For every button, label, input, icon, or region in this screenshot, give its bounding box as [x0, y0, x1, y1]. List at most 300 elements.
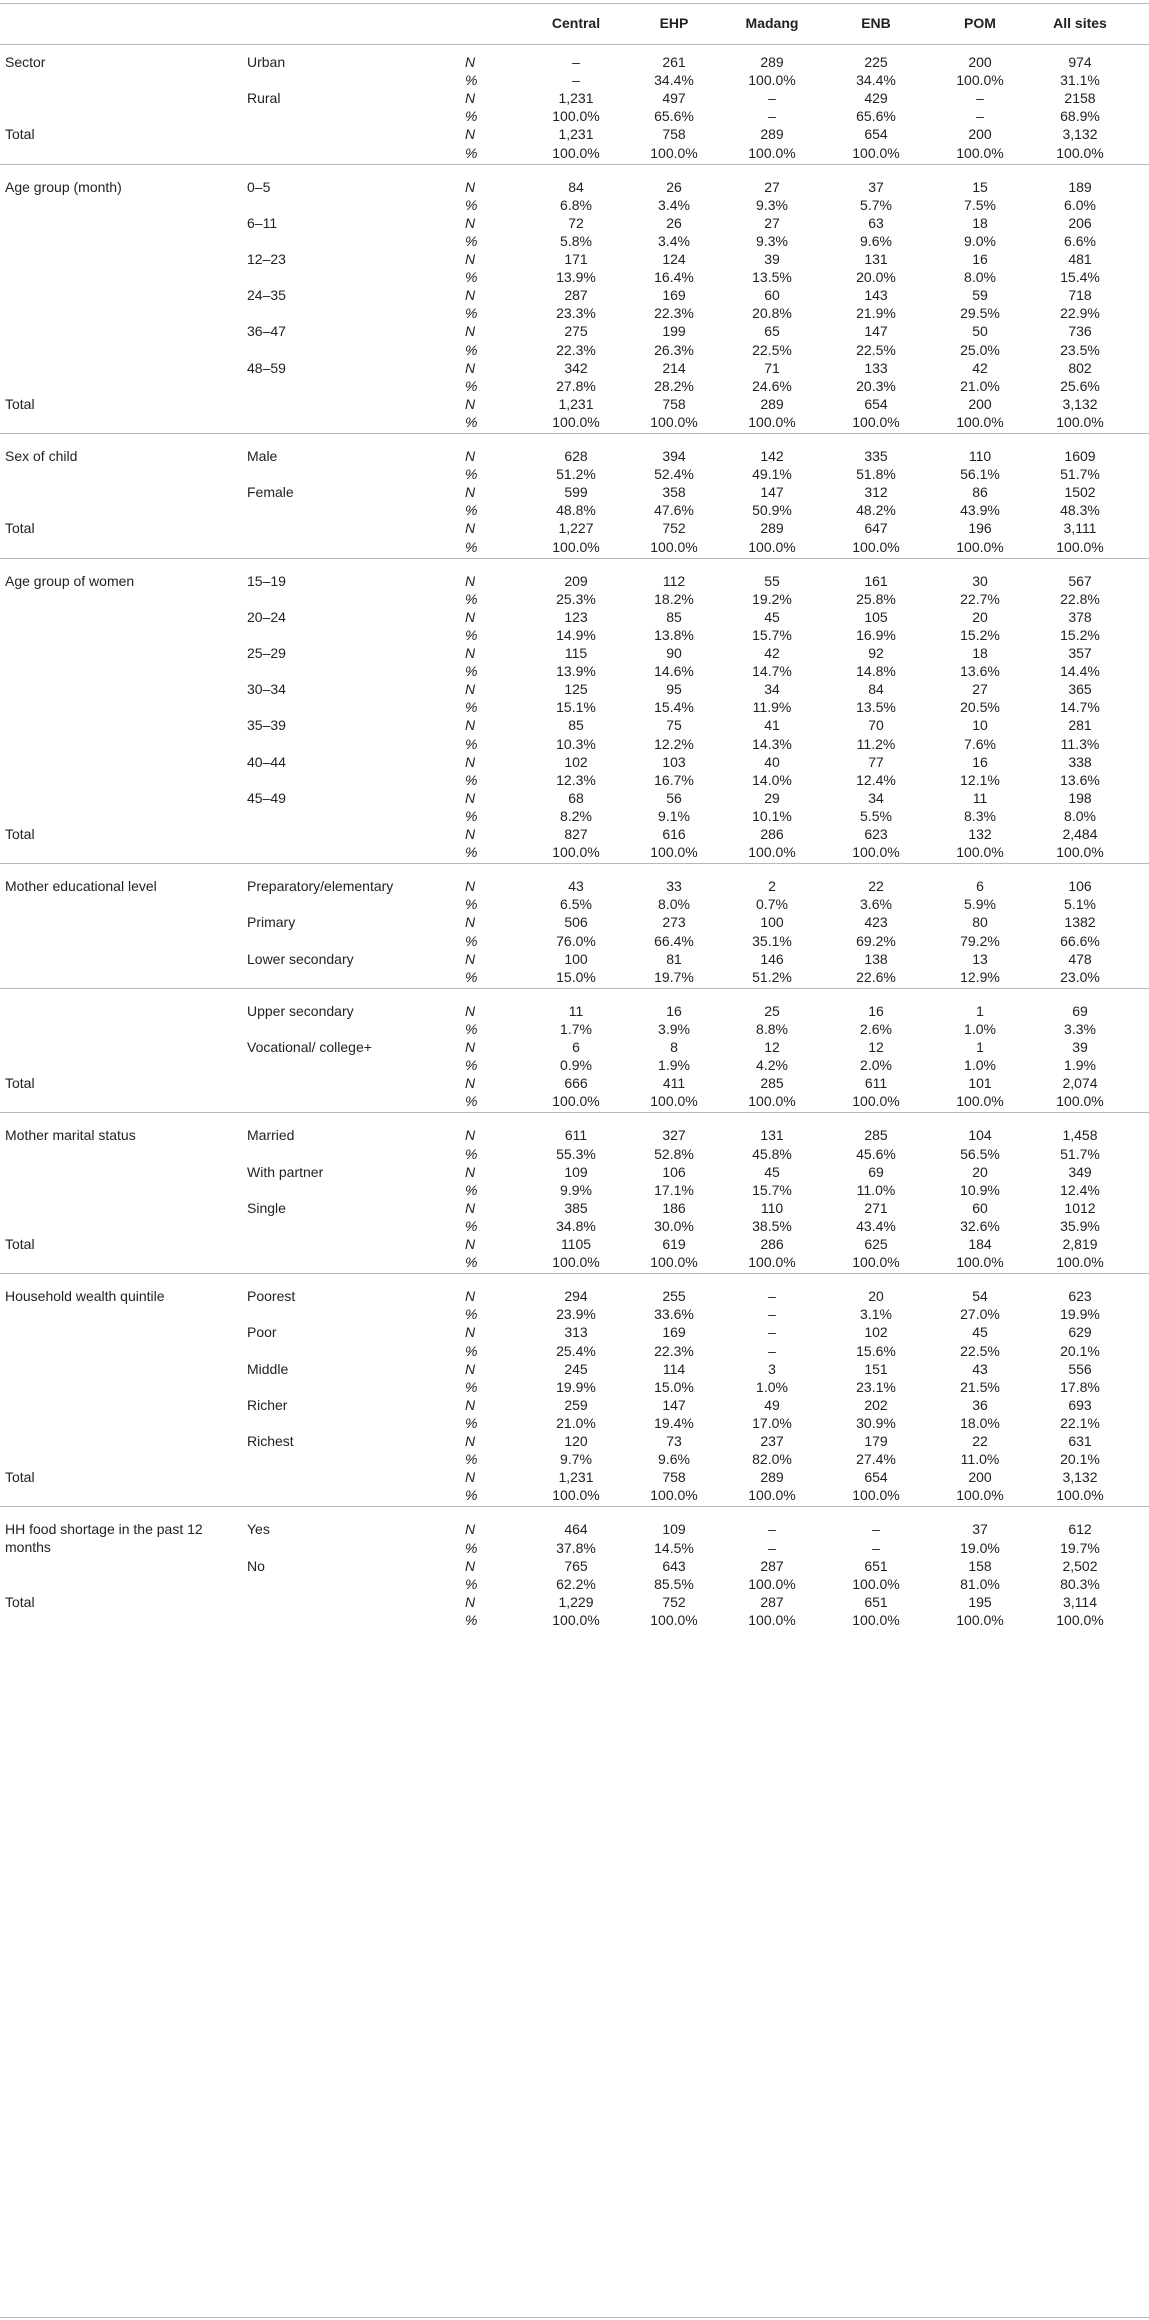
section-rule — [0, 558, 1149, 559]
table-cell: 75 — [666, 717, 682, 734]
table-cell: 200 — [968, 54, 992, 70]
table-cell: 5.7% — [860, 196, 892, 213]
subgroup-label: 45–49 — [247, 789, 286, 806]
stat-label: % — [465, 1539, 478, 1556]
subgroup-label: Female — [247, 484, 294, 501]
table-cell: 179 — [864, 1433, 888, 1449]
table-cell: 100.0% — [748, 72, 796, 89]
table-row — [0, 1217, 1149, 1235]
subgroup-label: Richest — [247, 1433, 294, 1449]
table-cell: 81 — [666, 950, 682, 967]
table-cell: 289 — [760, 520, 784, 537]
total-label: Total — [5, 1593, 35, 1610]
table-cell: 100.0% — [956, 844, 1004, 861]
table-row — [0, 89, 1149, 107]
table-cell: 5.9% — [964, 896, 996, 913]
subgroup-label: 30–34 — [247, 681, 286, 698]
table-row — [0, 1287, 1149, 1305]
table-cell: 31.1% — [1060, 72, 1100, 89]
table-cell: 2,074 — [1062, 1075, 1098, 1092]
table-cell: 124 — [662, 251, 686, 267]
stat-label: % — [465, 305, 478, 322]
table-cell: 15 — [972, 178, 988, 195]
table-cell: 100.0% — [852, 144, 900, 161]
stat-label: % — [465, 1414, 478, 1431]
table-cell: 259 — [564, 1396, 588, 1413]
category-label: Mother educational level — [5, 878, 157, 895]
total-label: Total — [5, 1469, 35, 1486]
table-cell: 287 — [564, 287, 588, 304]
table-row — [0, 843, 1149, 861]
table-cell: 77 — [868, 753, 884, 770]
total-label: Total — [5, 520, 35, 537]
stat-label: % — [465, 144, 478, 161]
table-cell: 69.2% — [856, 932, 896, 949]
stat-label: N — [465, 950, 476, 967]
stat-label: N — [465, 1199, 476, 1216]
table-cell: 14.0% — [752, 771, 792, 788]
table-cell: 59 — [972, 287, 988, 304]
table-row — [0, 377, 1149, 395]
table-cell: 100.0% — [552, 538, 600, 555]
table-row — [0, 608, 1149, 626]
table-cell: 38.5% — [752, 1217, 792, 1234]
total-label: Total — [5, 395, 35, 412]
table-cell: 1382 — [1064, 914, 1096, 931]
table-cell: 100.0% — [1056, 1254, 1104, 1271]
subgroup-label: Poor — [247, 1324, 277, 1341]
table-cell: 100.0% — [650, 1611, 698, 1628]
table-cell: 27.0% — [960, 1306, 1000, 1323]
table-cell: 76.0% — [556, 932, 596, 949]
stat-label: N — [465, 753, 476, 770]
table-cell: 100.0% — [650, 413, 698, 430]
table-cell: 200 — [968, 395, 992, 412]
table-cell: 39 — [764, 251, 780, 267]
table-row — [0, 735, 1149, 753]
table-cell: 22.3% — [654, 1342, 694, 1359]
table-cell: 1,231 — [558, 126, 594, 143]
table-row — [0, 322, 1149, 340]
table-row — [0, 1145, 1149, 1163]
table-cell: 33 — [666, 878, 682, 895]
table-cell: 169 — [662, 287, 686, 304]
table-cell: 29 — [764, 789, 780, 806]
subgroup-label: Primary — [247, 914, 296, 931]
table-row — [0, 232, 1149, 250]
category-label: Sector — [5, 54, 46, 70]
table-cell: 11.0% — [856, 1181, 896, 1198]
table-cell: 16 — [868, 1002, 884, 1019]
table-row — [0, 662, 1149, 680]
table-cell: 142 — [760, 448, 784, 464]
table-cell: 8.0% — [658, 896, 690, 913]
table-cell: 3,111 — [1063, 520, 1097, 537]
stat-label: % — [465, 1057, 478, 1074]
table-cell: 6.0% — [1064, 196, 1096, 213]
table-row — [0, 1539, 1149, 1557]
stat-label: % — [465, 844, 478, 861]
table-cell: 654 — [864, 395, 888, 412]
table-cell: 95 — [666, 681, 682, 698]
table-row — [0, 125, 1149, 143]
table-cell: 25.3% — [556, 590, 596, 607]
subgroup-label: 24–35 — [247, 287, 286, 304]
table-cell: 21.9% — [856, 305, 896, 322]
table-cell: 666 — [564, 1075, 588, 1092]
stat-label: % — [465, 269, 478, 286]
table-cell: 275 — [564, 323, 588, 340]
table-cell: 289 — [760, 126, 784, 143]
table-cell: 25.0% — [960, 341, 1000, 358]
table-cell: 50 — [972, 323, 988, 340]
table-cell: 365 — [1068, 681, 1092, 698]
table-cell: 22 — [868, 878, 884, 895]
table-cell: 23.5% — [1060, 341, 1100, 358]
table-row — [0, 1342, 1149, 1360]
table-cell: 86 — [972, 484, 988, 501]
table-cell: 11.9% — [752, 699, 792, 716]
category-label: Age group (month) — [5, 178, 122, 195]
table-cell: 100.0% — [650, 844, 698, 861]
table-cell: 34 — [764, 681, 780, 698]
subgroup-label: Upper secondary — [247, 1002, 354, 1019]
table-row — [0, 538, 1149, 556]
table-cell: 22.5% — [960, 1342, 1000, 1359]
table-cell: 19.7% — [654, 968, 694, 985]
table-row — [0, 913, 1149, 931]
table-cell: 92 — [868, 645, 884, 661]
subgroup-label: 36–47 — [247, 323, 286, 340]
table-cell: 18 — [972, 645, 988, 661]
stat-label: N — [465, 1288, 476, 1305]
table-cell: 3.1% — [860, 1306, 892, 1323]
table-cell: 327 — [662, 1127, 686, 1144]
table-row — [0, 1323, 1149, 1341]
table-cell: 20.1% — [1060, 1342, 1100, 1359]
table-row — [0, 413, 1149, 431]
table-cell: 394 — [662, 448, 686, 464]
table-cell: 481 — [1068, 251, 1092, 267]
table-cell: 100.0% — [956, 1093, 1004, 1110]
table-cell: 5.1% — [1064, 896, 1096, 913]
table-cell: 3,132 — [1062, 395, 1098, 412]
table-cell: 171 — [564, 251, 588, 267]
subgroup-label: 20–24 — [247, 608, 286, 625]
stat-label: % — [465, 1451, 478, 1468]
table-cell: 611 — [864, 1075, 888, 1092]
table-cell: – — [768, 1288, 776, 1305]
table-cell: 101 — [968, 1075, 992, 1092]
table-row — [0, 644, 1149, 662]
table-cell: 287 — [760, 1557, 784, 1574]
table-cell: 28.2% — [654, 377, 694, 394]
table-cell: 765 — [564, 1557, 588, 1574]
table-cell: 100.0% — [956, 1611, 1004, 1628]
stat-label: % — [465, 1342, 478, 1359]
table-cell: 23.9% — [556, 1306, 596, 1323]
table-cell: 335 — [864, 448, 888, 464]
table-cell: 71 — [764, 359, 780, 376]
table-cell: 20.0% — [856, 269, 896, 286]
table-cell: 45 — [764, 608, 780, 625]
subgroup-label: 12–23 — [247, 251, 286, 267]
table-cell: 12.3% — [556, 771, 596, 788]
table-cell: – — [872, 1539, 880, 1556]
table-cell: 15.0% — [556, 968, 596, 985]
section-rule — [0, 1273, 1149, 1274]
table-cell: 66.6% — [1060, 932, 1100, 949]
subgroup-label: 48–59 — [247, 359, 286, 376]
table-cell: 1,227 — [558, 520, 594, 537]
table-cell: 6 — [572, 1039, 580, 1055]
table-cell: – — [768, 90, 776, 107]
table-cell: 100.0% — [748, 844, 796, 861]
subgroup-label: Preparatory/elementary — [247, 878, 394, 895]
table-cell: 6.6% — [1064, 232, 1096, 249]
table-cell: 26 — [666, 214, 682, 231]
table-cell: 48.3% — [1060, 502, 1100, 519]
section-rule — [0, 988, 1149, 989]
table-cell: 103 — [662, 753, 686, 770]
table-cell: 22.8% — [1060, 590, 1100, 607]
stat-label: % — [465, 807, 478, 824]
table-row — [0, 1557, 1149, 1575]
table-cell: 138 — [864, 950, 888, 967]
category-label: HH food shortage in the past 12 months — [5, 1521, 203, 1556]
table-cell: 3.3% — [1064, 1020, 1096, 1037]
stat-label: N — [465, 178, 476, 195]
table-cell: 22.5% — [752, 341, 792, 358]
stat-label: % — [465, 663, 478, 680]
stat-label: % — [465, 968, 478, 985]
table-cell: 84 — [868, 681, 884, 698]
table-cell: 100.0% — [552, 108, 600, 125]
table-cell: 85 — [666, 608, 682, 625]
table-cell: 22.7% — [960, 590, 1000, 607]
stat-label: N — [465, 1163, 476, 1180]
table-cell: 102 — [864, 1324, 888, 1341]
table-cell: 619 — [662, 1236, 686, 1252]
category-label: Age group of women — [5, 572, 135, 589]
table-cell: 736 — [1068, 323, 1092, 340]
table-cell: 209 — [564, 572, 588, 589]
table-cell: 616 — [662, 826, 686, 842]
table-cell: 285 — [760, 1075, 784, 1092]
table-cell: 100.0% — [1056, 844, 1104, 861]
table-cell: 106 — [1068, 878, 1092, 895]
table-cell: 100.0% — [650, 144, 698, 161]
table-cell: 100.0% — [552, 413, 600, 430]
table-cell: 7.5% — [964, 196, 996, 213]
table-row — [0, 286, 1149, 304]
table-cell: 72 — [568, 214, 584, 231]
table-cell: 9.6% — [860, 232, 892, 249]
table-cell: 206 — [1068, 214, 1092, 231]
table-cell: 17.0% — [752, 1414, 792, 1431]
table-cell: 51.2% — [752, 968, 792, 985]
stat-label: N — [465, 789, 476, 806]
table-cell: 25.8% — [856, 590, 896, 607]
table-cell: 15.2% — [1060, 626, 1100, 643]
table-cell: 100.0% — [956, 144, 1004, 161]
table-cell: 643 — [662, 1557, 686, 1574]
table-row — [0, 1611, 1149, 1629]
table-cell: 3.4% — [658, 196, 690, 213]
table-cell: 245 — [564, 1360, 588, 1377]
table-cell: 599 — [564, 484, 588, 501]
table-cell: 752 — [662, 1593, 686, 1610]
table-cell: 49 — [764, 1396, 780, 1413]
stat-label: N — [465, 1593, 476, 1610]
table-cell: 349 — [1068, 1163, 1092, 1180]
table-cell: 647 — [864, 520, 888, 537]
table-cell: 100.0% — [956, 538, 1004, 555]
table-cell: 0.9% — [560, 1057, 592, 1074]
stat-label: N — [465, 54, 476, 70]
table-cell: 15.7% — [752, 626, 792, 643]
table-cell: 143 — [864, 287, 888, 304]
table-cell: 37.8% — [556, 1539, 596, 1556]
col-header: All sites — [1053, 15, 1107, 31]
table-cell: 27.8% — [556, 377, 596, 394]
table-cell: 43.4% — [856, 1217, 896, 1234]
table-cell: 81.0% — [960, 1575, 1000, 1592]
table-cell: 623 — [1068, 1288, 1092, 1305]
table-cell: 55 — [764, 572, 780, 589]
table-row — [0, 877, 1149, 895]
table-cell: 100.0% — [956, 1487, 1004, 1504]
total-label: Total — [5, 126, 35, 143]
total-label: Total — [5, 826, 35, 842]
table-cell: 85 — [568, 717, 584, 734]
table-cell: 100.0% — [552, 1254, 600, 1271]
table-cell: 23.0% — [1060, 968, 1100, 985]
table-cell: 40 — [764, 753, 780, 770]
table-cell: 100.0% — [852, 1611, 900, 1628]
stat-label: N — [465, 448, 476, 464]
table-cell: 3,114 — [1063, 1593, 1097, 1610]
table-cell: 51.2% — [556, 466, 596, 483]
table-row — [0, 53, 1149, 71]
table-cell: 10.1% — [752, 807, 792, 824]
table-cell: 37 — [868, 178, 884, 195]
table-cell: 18 — [972, 214, 988, 231]
table-cell: 120 — [564, 1433, 588, 1449]
table-row — [0, 1360, 1149, 1378]
table-cell: 9.1% — [658, 807, 690, 824]
table-cell: 1,231 — [558, 90, 594, 107]
table-cell: 51.8% — [856, 466, 896, 483]
table-cell: 1,231 — [558, 395, 594, 412]
table-cell: 100.0% — [852, 1575, 900, 1592]
table-cell: 147 — [662, 1396, 686, 1413]
table-cell: 14.6% — [654, 663, 694, 680]
table-cell: 12.1% — [960, 771, 1000, 788]
table-cell: 385 — [564, 1199, 588, 1216]
table-cell: 35.1% — [752, 932, 792, 949]
table-cell: 506 — [564, 914, 588, 931]
category-label: Mother marital status — [5, 1127, 136, 1144]
table-cell: 45.6% — [856, 1145, 896, 1162]
table-cell: 100.0% — [748, 1093, 796, 1110]
table-cell: 8.2% — [560, 807, 592, 824]
table-cell: 1609 — [1064, 448, 1096, 464]
table-row — [0, 1181, 1149, 1199]
total-label: Total — [5, 1236, 35, 1252]
table-cell: 200 — [968, 126, 992, 143]
table-cell: 43 — [972, 1360, 988, 1377]
table-cell: 55.3% — [556, 1145, 596, 1162]
stat-label: % — [465, 699, 478, 716]
table-cell: 23.3% — [556, 305, 596, 322]
table-cell: – — [768, 108, 776, 125]
table-cell: 112 — [662, 572, 686, 589]
stat-label: N — [465, 826, 476, 842]
table-cell: 54 — [972, 1288, 988, 1305]
table-row — [0, 1092, 1149, 1110]
table-cell: 17.1% — [654, 1181, 694, 1198]
category-label: Household wealth quintile — [5, 1288, 165, 1305]
table-cell: 100.0% — [852, 413, 900, 430]
table-cell: 15.4% — [1060, 269, 1100, 286]
table-cell: 9.3% — [756, 196, 788, 213]
table-cell: 65.6% — [856, 108, 896, 125]
table-cell: 567 — [1068, 572, 1092, 589]
table-cell: 423 — [864, 914, 888, 931]
subgroup-label: No — [247, 1557, 265, 1574]
table-row — [0, 1020, 1149, 1038]
table-cell: 69 — [1072, 1002, 1088, 1019]
table-cell: 27.4% — [856, 1451, 896, 1468]
table-cell: 21.0% — [556, 1414, 596, 1431]
table-header — [0, 14, 1149, 32]
table-cell: 6.5% — [560, 896, 592, 913]
table-cell: 110 — [968, 448, 992, 464]
table-row — [0, 1074, 1149, 1092]
table-cell: 39 — [1072, 1039, 1088, 1055]
table-cell: 411 — [662, 1075, 686, 1092]
table-cell: 20.5% — [960, 699, 1000, 716]
table-cell: 102 — [564, 753, 588, 770]
table-row — [0, 1468, 1149, 1486]
table-cell: 273 — [662, 914, 686, 931]
table-cell: 14.5% — [654, 1539, 694, 1556]
section-rule — [0, 1506, 1149, 1507]
stat-label: N — [465, 608, 476, 625]
table-cell: 151 — [864, 1360, 888, 1377]
table-cell: 60 — [972, 1199, 988, 1216]
table-cell: 15.6% — [856, 1342, 896, 1359]
table-cell: 16.4% — [654, 269, 694, 286]
stat-label: N — [465, 1127, 476, 1144]
table-row — [0, 1450, 1149, 1468]
stat-label: N — [465, 1396, 476, 1413]
stat-label: % — [465, 1217, 478, 1234]
section-rule — [0, 164, 1149, 165]
table-cell: 974 — [1068, 54, 1092, 70]
table-row — [0, 107, 1149, 125]
stat-label: % — [465, 502, 478, 519]
table-cell: 827 — [564, 826, 588, 842]
table-cell: 286 — [760, 826, 784, 842]
stat-label: N — [465, 1557, 476, 1574]
table-cell: 50.9% — [752, 502, 792, 519]
table-cell: 4.2% — [756, 1057, 788, 1074]
table-cell: 80.3% — [1060, 1575, 1100, 1592]
table-cell: 68.9% — [1060, 108, 1100, 125]
table-row — [0, 1414, 1149, 1432]
